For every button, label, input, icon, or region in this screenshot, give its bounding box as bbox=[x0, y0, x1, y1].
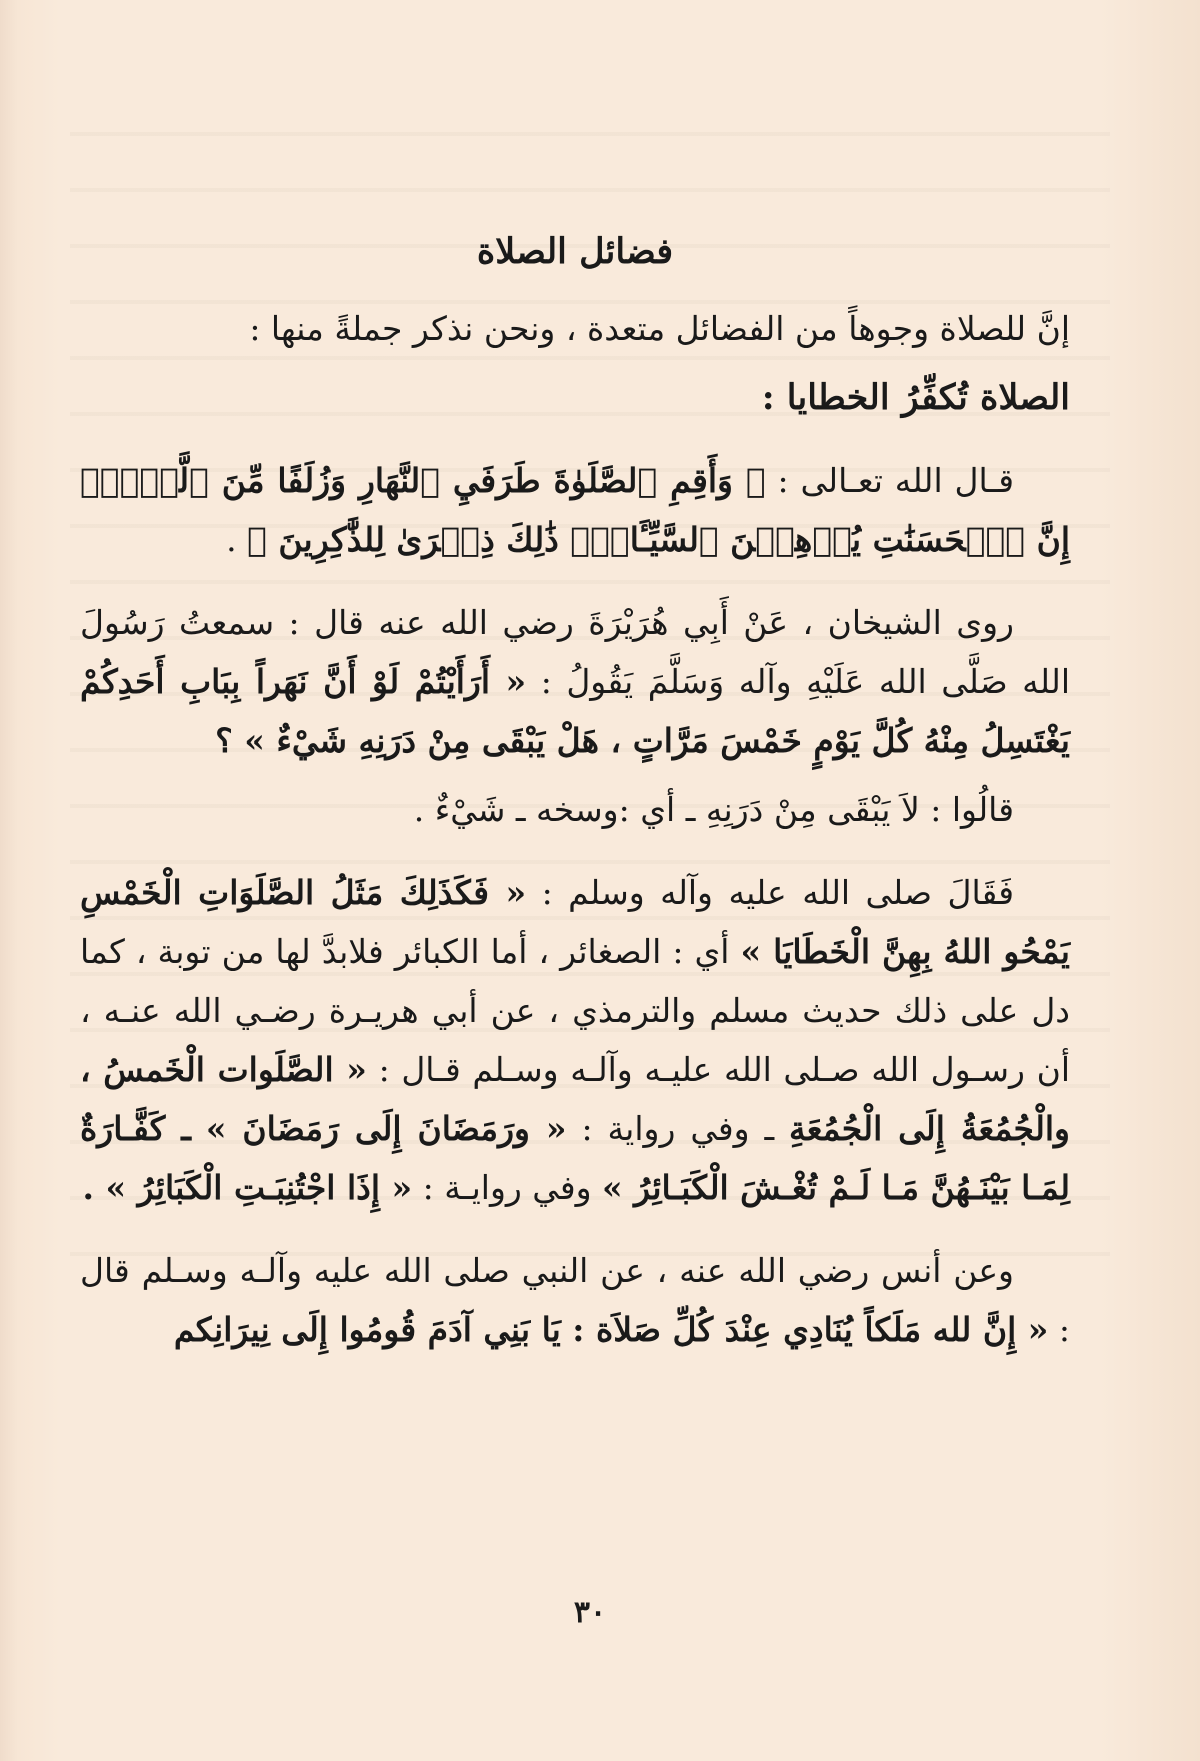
page-number: ٣٠ bbox=[573, 1595, 607, 1630]
answer-text: قالُوا : لاَ يَبْقَى مِنْ دَرَنِهِ ـ أي :وسخه ـ شَيْءٌ . bbox=[413, 790, 1014, 829]
hadith1-quote: « أَرَأَيْتُمْ لَوْ أَنَّ نَهَراً بِبَابِ أَحَدِكُمْ يَغْتَسِلُ مِنْهُ كُلَّ يَوْمٍ خَمْسَ مَرَّاتٍ ، هَلْ يَبْقَى مِنْ دَرَنِهِ شَيْءٌ » ؟ bbox=[80, 662, 1070, 760]
hadith1-response-rest: أي : الصغائر ، أما الكبائر فلابدَّ لها من توبة ، كما دل على ذلك حديث مسلم والترمذي ، عن أبي هريـرة رضـي الله عنـه ، أن رسـول الله صـلى الله عليـه وآلـه وسـلم قـال : bbox=[80, 932, 1070, 1089]
page-title: فضائل الصلاة bbox=[476, 231, 674, 272]
intro-paragraph bbox=[80, 299, 1070, 358]
hadith3-paragraph bbox=[80, 1241, 1070, 1359]
intro-text: إنَّ للصلاة وجوهاً من الفضائل متعدة ، ونحن نذكر جملةً منها : bbox=[249, 309, 1070, 348]
hadith2-quote-c: « إِذَا اجْتُنِبَـتِ الْكَبَائِرُ » . bbox=[82, 1168, 413, 1207]
hadith1-response-paragraph bbox=[80, 863, 1070, 1217]
hadith1-intro: روى الشيخان ، عَنْ أَبِي هُرَيْرَةَ رضي الله عنه قال : سمعتُ رَسُولَ الله صَلَّى الله عَلَيْهِ وآله وَسَلَّمَ يَقُولُ : bbox=[80, 603, 1070, 701]
page-content bbox=[80, 222, 1070, 1359]
section-heading: الصلاة تُكفِّرُ الخطايا : bbox=[761, 377, 1070, 418]
verse-end: . bbox=[226, 520, 237, 559]
hadith3-intro: وعن أنس رضي الله عنه ، عن النبي صلى الله عليه وآلـه وسـلم قال : bbox=[80, 1251, 1070, 1349]
hadith2-quote-b: « ورَمَضَانَ إِلَى رَمَضَانَ » bbox=[205, 1109, 567, 1148]
hadith2-mid2: ـ كَفَّـارَةٌ لِمَـا بَيْنَـهُنَّ مَـا لَـمْ تُغْـشَ الْكَبَـائِرُ » bbox=[80, 1109, 1070, 1207]
verse-intro: قـال الله تعـالى : bbox=[777, 461, 1015, 500]
spacer bbox=[80, 569, 1070, 593]
spacer bbox=[80, 1217, 1070, 1241]
hadith2-mid3: وفي روايـة : bbox=[422, 1168, 592, 1207]
spacer bbox=[80, 839, 1070, 863]
hadith2-quote-a: « الصَّلَوات الْخَمسُ ، والْجُمُعَةُ إِلَى الْجُمُعَةِ bbox=[80, 1050, 1070, 1148]
hadith1-response-quote: « فَكَذَلِكَ مَثَلُ الصَّلَوَاتِ الْخَمْسِ يَمْحُو اللهُ بِهِنَّ الْخَطَايَا » bbox=[80, 873, 1070, 971]
hadith1-paragraph bbox=[80, 593, 1070, 770]
spacer bbox=[80, 770, 1070, 780]
hadith2-mid: ـ وفي رواية : bbox=[581, 1109, 775, 1148]
verse-paragraph bbox=[80, 451, 1070, 569]
quran-verse: ﴿ وَأَقِمِ ٱلصَّلَوٰةَ طَرَفَيِ ٱلنَّهَارِ وَزُلَفًا مِّنَ ٱلَّيۡلِۚ إِنَّ ٱلۡحَسَنَٰتِ يُذۡهِبۡنَ ٱلسَّيِّـَٔاتِۚ ذَٰلِكَ ذِكۡرَىٰ لِلذَّٰكِرِينَ ﴾ bbox=[80, 461, 1070, 559]
hadith1-response-intro: فَقَالَ صلى الله عليه وآله وسلم : bbox=[541, 873, 1014, 912]
spacer bbox=[80, 427, 1070, 451]
hadith3-quote: « إِنَّ لله مَلَكاً يُنَادِي عِنْدَ كُلِّ صَلاَة : يَا بَنِي آدَمَ قُومُوا إِلَى نِيرَانِكم bbox=[173, 1310, 1049, 1349]
answer-paragraph bbox=[80, 780, 1070, 839]
